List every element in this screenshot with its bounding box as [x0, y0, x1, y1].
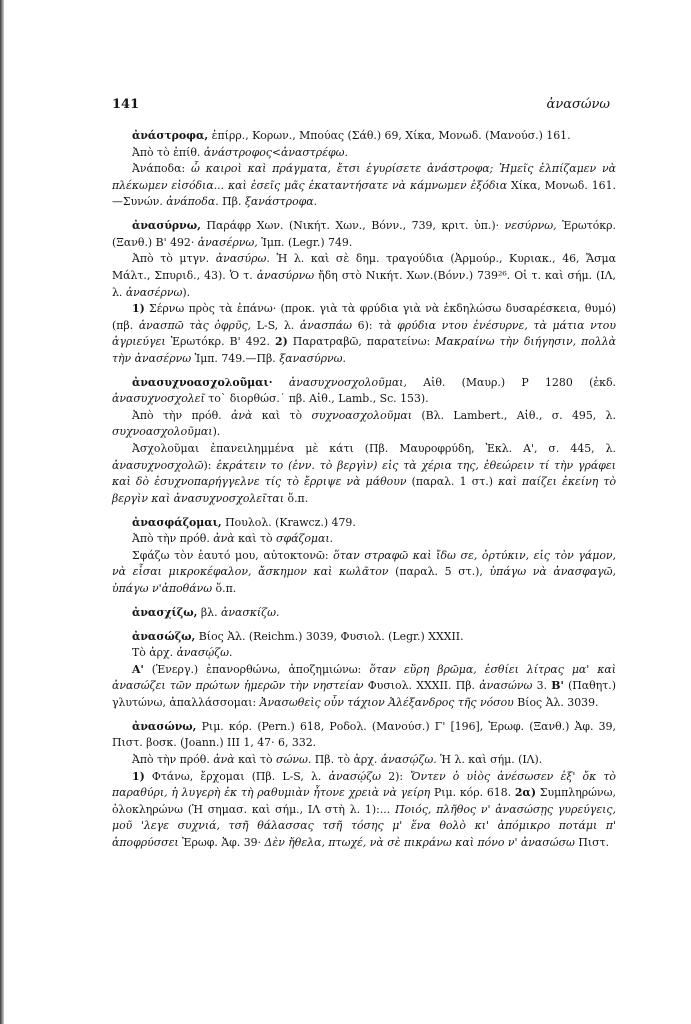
entry-paragraph — [112, 441, 616, 507]
text-run: Ἀπὸ τὴν πρόθ. — [132, 752, 214, 766]
entry-paragraph — [112, 645, 616, 662]
italic-text: Μακραίνω τὴν διήγησιν, πολλὰ τὴν ἀνασέρνω — [112, 335, 616, 365]
text-run: καὶ τὸ — [234, 532, 277, 546]
italic-text: συχνοασχολοῦμαι — [311, 408, 413, 422]
text-run: Ἐρωτόκρ. Β' 492. — [165, 335, 275, 349]
italic-text: ξανάστροφα. — [244, 195, 318, 209]
text-run: Πουλολ. (Krawcz.) 479. — [221, 515, 356, 529]
text-run: Ἀπὸ τὸ ἐπίθ. — [132, 145, 204, 159]
bold-term: ἀνασφάζομαι, — [132, 515, 222, 529]
text-run: Σέρνω πρὸς τὰ ἐπάνω· (προκ. γιὰ τὰ φρύδια γιὰ νὰ ἐκδηλώσω δυσαρέσκεια, θυμό) (πβ. — [112, 302, 616, 332]
italic-text: ἀνασυχνοσχολεῖ — [112, 392, 205, 406]
text-run: Ἀπὸ τὴν πρόθ. — [132, 408, 231, 422]
text-run: ἤδη στὸ Νικήτ. Χων.(Βόνν.) 739²⁶. Οἱ τ. καὶ σήμ. (ΙΛ, λ. — [112, 268, 617, 299]
text-run: Ἡ λ. καὶ σὲ δημ. τραγούδια (Ἀρμούρ., Κυριακ., 46, Ἄσμα Μάλτ., Σπυριδ., 43). Ὁ τ. — [112, 252, 616, 282]
italic-text: ὑπάγω νὰ ἀνασφαγῶ, ὑπάγω ν'ἀποθάνω — [112, 565, 616, 595]
entry-paragraph — [112, 548, 616, 598]
italic-text: Δὲν ἤθελα, πτωχέ, νὰ σὲ πικράνω καὶ πόνο ν' ἀνασώσω — [264, 835, 575, 849]
italic-text: ἀνασυχνοσχολοῦμαι, — [288, 375, 407, 389]
entry-anasychnoascholoumai — [112, 375, 616, 508]
italic-text: ἐκράτειν το (ἐνν. τὸ βεργὶν) εἰς τὰ χέρια της, ἐθεώρειν τί τὴν γράφει καὶ δὸ ἐσυχνοπαρήγγελνε τίς τὸ ἔρριψε νὰ μάθουν — [112, 458, 616, 489]
text-run: Ἱμπ. 749.—Πβ. — [191, 351, 280, 365]
text-run: Φυσιολ. XXXII. Πβ. — [363, 679, 480, 693]
text-run: (παραλ. 1 στ.) — [406, 475, 499, 489]
italic-text: ἀνασπῶ τὰς ὀφρῦς, — [138, 318, 252, 332]
text-run: ὅ.π. — [212, 582, 237, 595]
bold-term: 1) — [132, 302, 145, 316]
italic-text: σφάζομαι. — [276, 532, 334, 546]
entry-paragraph — [112, 662, 616, 712]
entry-paragraph — [112, 769, 616, 852]
text-run: 6): — [352, 318, 379, 332]
italic-text: ὦ καιροὶ καὶ πράγματα, ἔτσι ἐγυρίσετε ἀνάστροφα; Ἡμεῖς ἐλπίζαμεν νὰ πλέκωμεν εἰσόδια... καὶ ἐσεῖς μᾶς ἐκαταντήσατε νὰ κάμνωμεν ἐξόδια — [112, 162, 616, 192]
italic-text: νεσύρνω, — [504, 219, 557, 233]
running-head: ἀνασώνω — [546, 97, 610, 112]
italic-text: ἀνασῴζω. — [176, 646, 233, 660]
page-binding-edge — [0, 0, 4, 1024]
italic-text: ἀνασῴζω — [328, 769, 382, 783]
italic-text: Ὄντεν ὁ υἱὸς ἀνέσωσεν ἐξ' ὄκ τὸ παραθύρι, ἡ λυγερὴ ἐκ τὴ ραθυμιὰν ἦτονε χρειὰ νὰ γείρη — [112, 769, 616, 800]
page-number: 141 — [112, 97, 140, 112]
entry-paragraph — [112, 145, 616, 162]
italic-text: Ποιός, πλῆθος ν' ἀνασώσῃς γυρεύγεις, μοῦ 'λεγε συχνιά, τσῆ θάλασσας τσῆ τόσης μ' ἕνα θολὸ κι' ἀπόμικρο ποτάμι π' ἀποφρύσσει — [112, 802, 616, 849]
text-run: (Ἐνεργ.) ἐπανορθώνω, ἀποζημιώνω: — [143, 662, 370, 676]
text-run: ): — [203, 458, 217, 472]
text-run: Αἰθ. (Μαυρ.) Ρ 1280 (ἐκδ. — [406, 375, 616, 389]
text-run: καὶ τὸ — [252, 408, 312, 422]
text-run: Ἀπὸ τὴν πρόθ. — [132, 532, 214, 546]
italic-text: ἀνασέρνω — [125, 285, 183, 299]
text-run: Παρατραβῶ, παρατείνω: — [287, 335, 436, 349]
bold-term: 2) — [275, 335, 288, 349]
text-run: Ριμ. κόρ. (Pern.) 618, Ροδολ. (Μανούσ.) Γ' [196], Ἐρωφ. (Ξανθ.) Ἀφ. 39, Πιστ. βοσκ. (Joann.) ΙΙΙ 1, 47· 6, 332. — [112, 719, 616, 750]
italic-text: ἀνασύρνω — [256, 268, 315, 282]
italic-text: ἀνὰ — [213, 752, 235, 766]
text-run: ). — [212, 425, 221, 439]
italic-text: ἀνασκίζω. — [221, 605, 280, 619]
italic-text: καὶ παίζει ἐκείνη τὸ βεργὶν καὶ ἀνασυχνοσχολεῖται — [112, 475, 617, 505]
text-run: Ἡ λ. καὶ σήμ. (ΙΛ). — [436, 752, 543, 766]
entry-anasono — [112, 719, 616, 852]
text-run: Ἱμπ. (Legr.) 749. — [257, 235, 353, 249]
bold-term: Β' — [551, 679, 564, 693]
entry-paragraph — [112, 161, 616, 211]
italic-text: συχνοασχολοῦμαι — [112, 425, 213, 439]
entry-anasyrno — [112, 218, 616, 367]
text-run: καὶ τὸ — [234, 752, 277, 766]
italic-text: τὰ φρύδια ντου ἐνέσυρνε, τὰ μάτια ντου ἀγριεύγει — [112, 318, 616, 349]
dictionary-entries — [112, 128, 616, 859]
entry-headline — [112, 218, 616, 251]
entry-paragraph — [112, 251, 616, 301]
entry-headline — [112, 128, 616, 145]
italic-text: Ἀνασωθεὶς οὖν τάχιον Ἀλέξανδρος τῆς νόσου — [259, 695, 514, 709]
text-run: Βίος Ἀλ. 3039. — [513, 695, 599, 709]
entry-paragraph — [112, 408, 616, 441]
text-run: (Βλ. Lambert., Αἰθ., σ. 495, λ. — [412, 408, 616, 422]
text-run: Πβ. τὸ ἀρχ. — [311, 752, 381, 766]
italic-text: ἀνασέρνω, — [197, 235, 258, 249]
entry-headline — [112, 719, 616, 752]
entry-headline — [112, 605, 616, 622]
text-run: τοˋ διορθώσ.˙ πβ. Αἰθ., Lamb., Sc. 153). — [204, 392, 429, 406]
text-run: Ἐρωφ. Ἀφ. 39· — [178, 835, 265, 849]
italic-text: ἀνὰ — [231, 408, 253, 422]
entry-headline — [112, 629, 616, 646]
entry-paragraph — [112, 752, 616, 769]
bold-term: ἀνασώζω, — [132, 629, 196, 643]
text-run: Ἐρωτόκρ. (Ξανθ.) Β' 492· — [112, 219, 616, 249]
text-run: Τὸ ἀρχ. — [132, 646, 177, 660]
italic-text: ἀνασώνω — [479, 679, 533, 693]
text-run: Βίος Ἀλ. (Reichm.) 3039, Φυσιολ. (Legr.) XXXII. — [195, 629, 464, 643]
bold-term: ἀνασώνω, — [132, 719, 197, 733]
text-run: (Παθητ.) γλυτώνω, ἀπαλλάσσομαι: — [112, 679, 616, 709]
text-run: (παραλ. 5 στ.), — [388, 565, 490, 579]
text-run: βλ. — [197, 605, 221, 619]
italic-text: ἀνάποδα. — [166, 195, 219, 209]
bold-term: ἀνασχίζω, — [132, 605, 198, 619]
text-run: Συμπληρώνω, ὁλοκληρώνω (Ἡ σημασ. καὶ σήμ., ΙΛ στὴ λ. 1):... — [112, 786, 616, 816]
text-run: Φτάνω, ἔρχομαι (Πβ. L-S, λ. — [144, 769, 329, 783]
text-run: Σφάζω τὸν ἑαυτό μου, αὐτοκτονῶ: — [132, 548, 334, 562]
bold-term: ἀνασυχνοασχολοῦμαι· — [132, 375, 273, 389]
entry-paragraph — [112, 301, 616, 367]
italic-text: ὅταν εὕρη βρῶμα, ἐσθίει λίτρας μα' καὶ ἀνασώζει τῶν πρώτων ἡμερῶν τὴν νηστείαν — [112, 662, 616, 693]
text-run: Ἀπὸ τὸ μτγν. — [132, 252, 216, 266]
entry-anasozo — [112, 629, 616, 712]
text-run: ἐπίρρ., Κορων., Μπούας (Σάθ.) 69, Χίκα, Μονωδ. (Μανούσ.) 161. — [208, 129, 571, 142]
text-run: Πιστ. — [574, 835, 610, 849]
italic-text: ὅταν στραφῶ καὶ ἴδω σε, ὀρτύκιν, εἰς τὸν γάμον, νὰ εἶσαι μικροκέφαλον, ἄσκημον καὶ κωλᾶτον — [112, 548, 616, 579]
text-run: ). — [182, 285, 191, 299]
italic-text: σώνω. — [276, 752, 312, 766]
entry-anaschizo — [112, 605, 616, 622]
italic-text: ἀνασῴζω. — [380, 752, 437, 766]
text-run: 3. — [532, 679, 552, 693]
text-run: Ἀνάποδα: — [132, 162, 192, 176]
entry-headline — [112, 375, 616, 408]
text-run: 2): — [381, 769, 411, 783]
text-run — [273, 376, 289, 389]
text-run: Πβ. — [218, 195, 245, 209]
italic-text: ἀνασύρω. — [215, 252, 270, 266]
italic-text: ἀνασυχνοσχολῶ — [112, 458, 204, 472]
entry-anasfazomai — [112, 515, 616, 598]
text-run: Ριμ. κόρ. 618. — [430, 786, 515, 800]
bold-term: 2α) — [514, 786, 536, 800]
entry-headline — [112, 515, 616, 532]
text-run: L-S, λ. — [251, 318, 300, 332]
italic-text: ξανασύρνω. — [279, 351, 346, 365]
bold-term: 1) — [132, 769, 145, 783]
text-run: Χίκα, Μονωδ. 161. —Συνών. — [112, 178, 616, 209]
bold-term: Α' — [132, 662, 144, 676]
italic-text: ἀνάστροφος<ἀναστρέφω. — [203, 145, 349, 159]
text-run: Ἀσχολοῦμαι ἐπανειλημμένα μὲ κάτι (Πβ. Μαυροφρύδη, Ἐκλ. Α', σ. 445, λ. — [132, 442, 616, 456]
italic-text: ἀνασπάω — [299, 318, 353, 332]
entry-paragraph — [112, 531, 616, 548]
entry-anastrofa — [112, 128, 616, 211]
bold-term: ἀνάστροφα, — [132, 129, 209, 142]
italic-text: ἀνὰ — [213, 532, 235, 546]
bold-term: ἀνασύρνω, — [132, 219, 201, 233]
text-run: Παράφρ Χων. (Νικήτ. Χων., Βόνν., 739, κριτ. ὑπ.)· — [200, 219, 505, 233]
text-run: ὅ.π. — [284, 491, 309, 505]
